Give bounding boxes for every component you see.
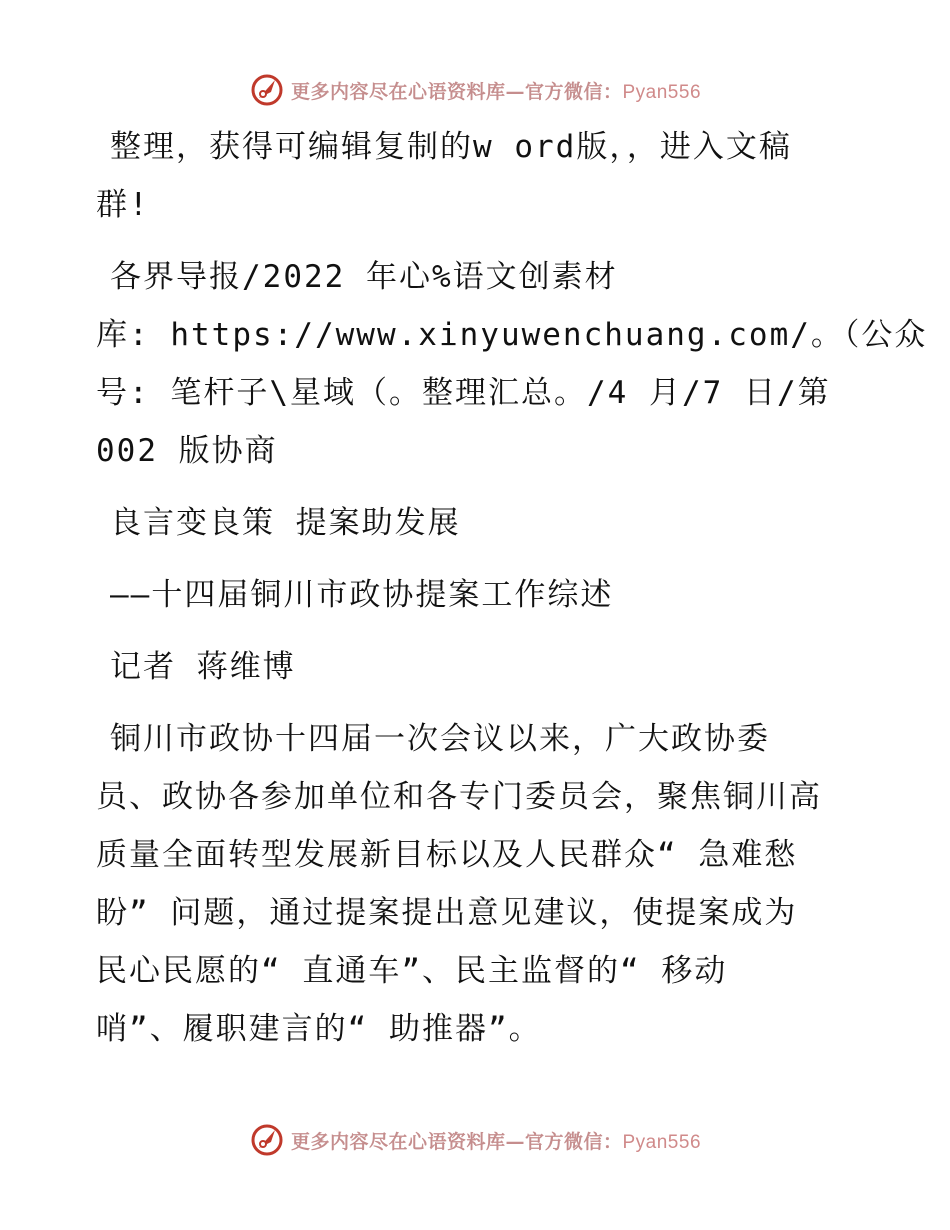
text-line: 铜川市政协十四届一次会议以来，广大政协委	[110, 721, 770, 757]
header-banner	[0, 70, 950, 110]
byline	[96, 638, 856, 696]
text-line: 盼” 问题，通过提案提出意见建议，使提案成为	[96, 895, 798, 931]
text-line: 各界导报/2022 年心%语文创素材	[110, 259, 618, 295]
wechat-id: Pyan556	[622, 1131, 702, 1153]
subheadline	[96, 566, 856, 624]
wechat-id: Pyan556	[622, 81, 702, 103]
text-line: 整理，获得可编辑复制的w ord版，，进入文稿	[110, 129, 792, 165]
text-line: 记者 蒋维博	[110, 649, 296, 685]
document-body	[96, 118, 928, 1072]
text-line: 质量全面转型发展新目标以及人民群众“ 急难愁	[96, 837, 798, 873]
intro-note	[96, 118, 856, 234]
text-line: 群!	[96, 187, 150, 223]
text-line: 良言变良策 提案助发展	[110, 505, 461, 541]
text-line: ——十四届铜川市政协提案工作综述	[110, 577, 614, 613]
text-line: 员、政协各参加单位和各专门委员会，聚焦铜川高	[96, 779, 822, 815]
text-line: 002 版协商	[96, 433, 278, 469]
banner-text: 更多内容尽在心语资料库—官方微信：	[290, 80, 623, 103]
quill-logo-icon	[249, 1122, 285, 1158]
quill-logo-icon	[249, 72, 285, 108]
text-line: 库: https://www.xinyuwenchuang.com/。（公众	[96, 317, 928, 353]
text-line: 民心民愿的“ 直通车”、民主监督的“ 移动	[96, 953, 728, 989]
footer-banner	[0, 1120, 950, 1160]
headline	[96, 494, 856, 552]
banner-text: 更多内容尽在心语资料库—官方微信：	[290, 1130, 623, 1153]
body-paragraph	[96, 710, 856, 1058]
text-line: 哨”、履职建言的“ 助推器”。	[96, 1011, 542, 1047]
text-line: 号: 笔杆子\星域（。整理汇总。/4 月/7 日/第	[96, 375, 831, 411]
source-line	[96, 248, 928, 480]
